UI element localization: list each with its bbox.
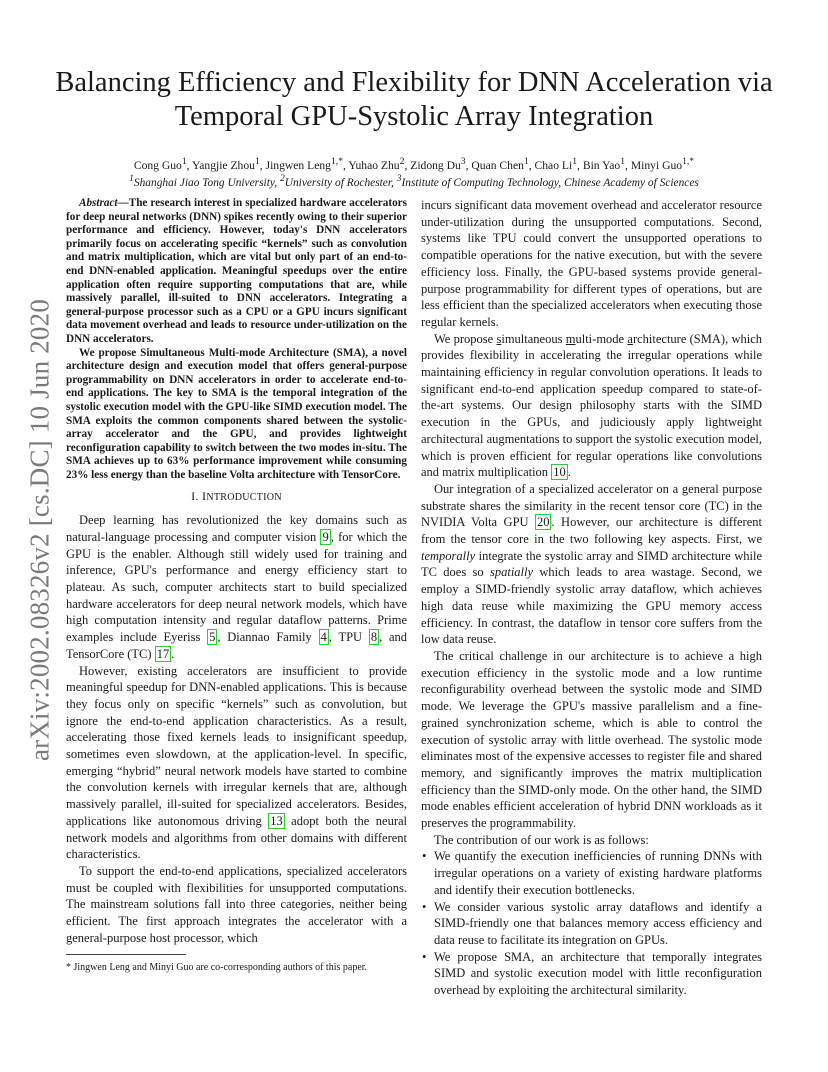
title-line-1: Balancing Efficiency and Flexibility for DNN Acceleration via xyxy=(55,67,773,98)
affiliations: $^1$Shanghai Jiao Tong University, $^2$University of Rochester, $^3$Institute of Computing Technology, Chinese Academy of Sciences xyxy=(129,174,699,189)
bullet-icon: • xyxy=(422,849,427,864)
right-paragraph-2: We propose simultaneous multi-mode architecture (SMA), which provides flexibility in accelerating the irregular operations while maintaining efficiency in regular convolution operations. It leads to significant end-to-end application speedup compared to state-of-the-art systems. Our design philosophy starts with the SIMD execution in the GPUs, and judiciously apply lightweight architectural augmentations to support the systolic execution model, which is proven efficient for regular operations like convolutions and matrix multiplication 10 . xyxy=(421,331,763,480)
section-heading-introduction: I. INTRODUCTION xyxy=(191,489,282,504)
bullet-icon: • xyxy=(422,899,427,914)
contribution-text-2: We consider various systolic array dataflows and identify a SIMD-friendly one that balances memory access efficiency and data reuse to facilitate its integration on GPUs. xyxy=(434,899,762,947)
title-line-2: Temporal GPU-Systolic Array Integration xyxy=(174,101,654,132)
footnote: * Jingwen Leng and Minyi Guo are co-corresponding authors of this paper. xyxy=(66,962,368,973)
right-column xyxy=(421,197,762,999)
list-item xyxy=(421,949,762,999)
contribution-list xyxy=(421,848,762,998)
intro-paragraph-2: However, existing accelerators are insufficient to provide meaningful speedup for DNN-enabled applications. This is because they focus only on specific “kernels” such as convolution, but ignore the end-to-end application characteristics. As a result, accelerating those fixed kernels leads to insignificant speedup, sometimes even slowdown, at the application-level. In specific, emerging “hybrid” neural network models have started to combine the convolution kernels with irregular kernels that are, although massively parallel, ill-suited for specialized accelerators. Besides, applications like autonomous driving 13 adopt both the neural network models and algorithms from other domains with different characteristics. xyxy=(66,663,407,862)
intro-paragraph-1: Deep learning has revolutionized the key domains such as natural-language processing and computer vision 9 , for which the GPU is the enabler. Although still widely used for training and inference, GPU's performance and energy efficiency start to plateau. As such, computer architects start to build specialized hardware accelerators for deep neural network models, which have high computation intensity and regular dataflow patterns. Prime examples include Eyeriss 5 , Diannao Family 4 , TPU 8 , and TensorCore (TC) 17 . xyxy=(66,513,408,661)
bullet-icon: • xyxy=(422,949,427,964)
author-list: Cong Guo$^1$, Yangjie Zhou$^1$, Jingwen Leng$^{1,*}$, Yuhao Zhu$^2$, Zidong Du$^3$, Quan Chen$^1$, Chao Li$^1$, Bin Yao$^1$, Minyi Guo$^{1,*}$ xyxy=(133,156,695,172)
left-column xyxy=(66,197,407,946)
contribution-text-3: We propose SMA, an architecture that temporally integrates SIMD and systolic execution model with little reconfiguration overhead by exploiting the architectural similarity. xyxy=(434,949,762,998)
abstract-label: Abstract xyxy=(79,197,118,209)
footnote-rule xyxy=(66,954,186,955)
right-paragraph-5: The contribution of our work is as follows: xyxy=(434,832,649,847)
contribution-text-1: We quantify the execution inefficiencies of running DNNs with irregular operations on a variety of existing hardware platforms and identify their execution bottlenecks. xyxy=(434,849,762,897)
right-paragraph-1: incurs significant data movement overhead and accelerator resource under-utilization during the unsupported computations. Second, systems like TPU could convert the unsupported operations to compatible operations for the native execution, but with the severe efficiency loss. Finally, the GPU-based systems provide general-purpose programmability for different types of operations, but are less efficient than the specialized accelerators when executing those regular kernels. xyxy=(421,198,762,329)
list-item xyxy=(421,848,762,898)
intro-paragraph-3: To support the end-to-end applications, specialized accelerators must be coupled with flexibilities for unsupported computations. The mainstream solutions fall into three categories, neither being efficient. The first approach integrates the accelerator with a general-purpose host processor, which xyxy=(66,863,407,945)
arxiv-identifier: arXiv:2002.08326v2 [cs.DC] 10 Jun 2020 xyxy=(24,298,55,762)
right-paragraph-3: Our integration of a specialized accelerator on a general purpose substrate shares the similarity in the recent tensor core (TC) in the NVIDIA Volta GPU 20 . However, our architecture is different from the tensor core in the two following key aspects. First, we temporally integrate the systolic array and SIMD architecture while TC does so spatially which leads to area wastage. Second, we employ a SIMD-friendly systolic array dataflow, which achieves high data reuse while maximizing the GPU memory access efficiency. In contrast, the dataflow in tensor core suffers from the low data reuse. xyxy=(421,481,762,647)
right-paragraph-4: The critical challenge in our architecture is to achieve a high execution efficiency in the systolic mode and a low runtime reconfigurability overhead between the systolic mode and SIMD mode. We leverage the GPU's massive parallelism and a fine-grained synchronization scheme, which is able to control the execution of systolic array with little overhead. The systolic mode eliminates most of the expensive accesses to register file and shared memory, and significantly improves the matrix multiplication efficiency than the SIMD-only mode. On the other hand, the SIMD mode enables efficient acceleration of hybrid DNN workloads as it preserves the programmability. xyxy=(421,648,762,831)
abstract-paragraph-2: We propose Simultaneous Multi-mode Architecture (SMA), a novel architecture design and execution model that offers general-purpose programmability on DNN accelerators in order to accelerate end-to-end applications. The key to SMA is the temporal integration of the systolic execution model with the GPU-like SIMD execution model. The SMA exploits the common components shared between the systolic-array accelerator and the GPU, and provides lightweight reconfiguration capability to switch between the two modes in-situ. The SMA achieves up to 63% performance improvement while consuming 23% less energy than the baseline Volta architecture with TensorCore. xyxy=(66,346,407,481)
list-item xyxy=(421,899,762,949)
paper-title xyxy=(40,66,788,134)
abstract-text-1: —The research interest in specialized hardware accelerators for deep neural networks (DNN) spikes recently owing to their superior performance and efficiency. However, today's DNN accelerators primarily focus on accelerating specific “kernels” such as convolution and matrix multiplication, which are vital but only part of an end-to-end DNN-enabled application. Meaningful speedups over the entire application often require supporting computations that are, while massively parallel, ill-suited to DNN accelerators. Integrating a general-purpose processor such as a CPU or a GPU incurs significant data movement overhead and leads to resource under-utilization on the DNN accelerators. xyxy=(66,197,407,345)
abstract-paragraph-1 xyxy=(66,197,407,347)
